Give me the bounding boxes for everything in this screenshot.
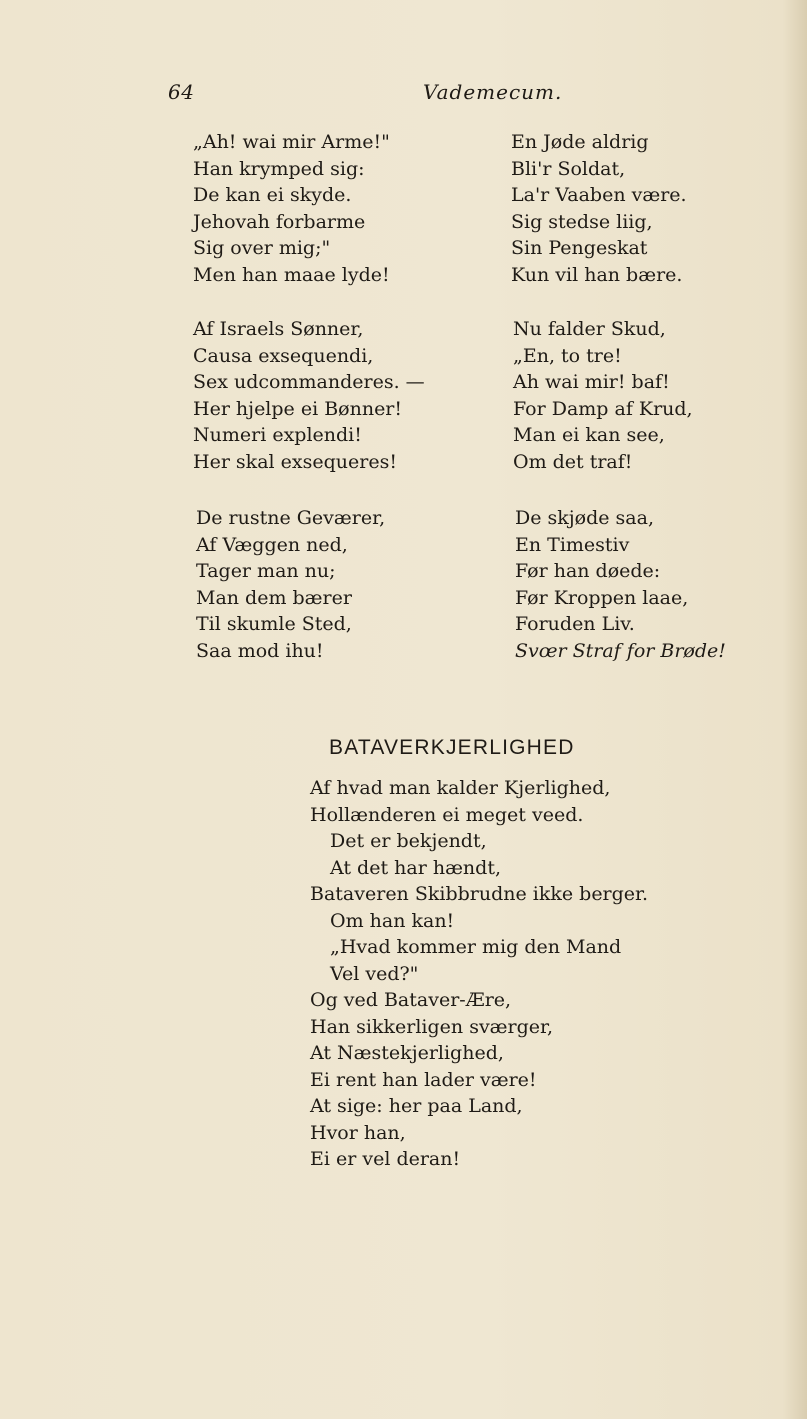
page-number: 64 xyxy=(168,80,195,104)
poem-body xyxy=(310,775,648,1173)
verse-line: Bli'r Soldat, xyxy=(511,157,626,180)
verse-line: Foruden Liv. xyxy=(515,613,635,635)
poem-line: Hollænderen ei meget veed. xyxy=(310,803,584,826)
verse-line: Før han døede: xyxy=(515,560,661,582)
verse-line: „En, to tre! xyxy=(513,344,622,367)
running-title: Vademecum. xyxy=(423,80,563,104)
verse-line: Her hjelpe ei Bønner! xyxy=(193,397,403,420)
left-stanza-1 xyxy=(193,129,390,288)
poem-line: Han sikkerligen sværger, xyxy=(310,1015,554,1038)
left-stanza-2 xyxy=(193,316,425,475)
poem-line: „Hvad kommer mig den Mand xyxy=(330,936,622,958)
poem-line: Og ved Bataver-Ære, xyxy=(310,989,512,1011)
verse-line: Causa exsequendi, xyxy=(193,344,374,367)
verse-line: Om det traf! xyxy=(513,450,633,473)
verse-line: Af Israels Sønner, xyxy=(193,318,364,340)
verse-line: En Timestiv xyxy=(515,533,630,556)
poem-line: Ei rent han lader være! xyxy=(310,1068,537,1091)
verse-line: Sin Pengeskat xyxy=(511,237,648,259)
verse-line: „Ah! wai mir Arme!" xyxy=(193,131,390,153)
verse-line: Sex udcommanderes. — xyxy=(193,371,425,393)
verse-line: Han krymped sig: xyxy=(193,157,365,180)
poem-line: Det er bekjendt, xyxy=(330,830,487,852)
verse-line: Ah wai mir! baf! xyxy=(513,371,670,393)
verse-line: Jehovah forbarme xyxy=(193,210,366,233)
verse-line: Man dem bærer xyxy=(196,586,352,609)
verse-line: Numeri explendi! xyxy=(193,424,362,446)
verse-line: De rustne Geværer, xyxy=(196,507,386,529)
poem-line: At Næstekjerlighed, xyxy=(310,1042,504,1064)
verse-line: Tager man nu; xyxy=(196,560,336,582)
poem-line: Ei er vel deran! xyxy=(310,1148,461,1170)
verse-line: Før Kroppen laae, xyxy=(515,586,689,609)
poem-line: At sige: her paa Land, xyxy=(310,1095,523,1117)
verse-line: Men han maae lyde! xyxy=(193,263,390,286)
verse-line: Man ei kan see, xyxy=(513,424,665,446)
verse-line: En Jøde aldrig xyxy=(511,131,649,153)
right-stanza-1 xyxy=(511,129,687,288)
verse-line: Af Væggen ned, xyxy=(196,533,348,556)
right-stanza-3 xyxy=(515,505,726,664)
poem-line: Af hvad man kalder Kjerlighed, xyxy=(310,777,611,799)
right-stanza-2 xyxy=(513,316,693,475)
verse-line: Nu falder Skud, xyxy=(513,318,666,340)
verse-line: Sig stedse liig, xyxy=(511,210,653,233)
verse-line: Til skumle Sted, xyxy=(196,613,352,635)
verse-line: For Damp af Krud, xyxy=(513,397,693,420)
poem-line: At det har hændt, xyxy=(330,856,501,879)
verse-line: La'r Vaaben være. xyxy=(511,184,687,206)
poem-line: Om han kan! xyxy=(330,909,455,932)
verse-line: Sig over mig;" xyxy=(193,237,331,259)
verse-line: Her skal exsequeres! xyxy=(193,450,397,473)
poem-line: Bataveren Skibbrudne ikke berger. xyxy=(310,883,649,905)
verse-line: De kan ei skyde. xyxy=(193,184,352,206)
section-title: BATAVERKJERLIGHED xyxy=(329,736,575,759)
verse-line: Kun vil han bære. xyxy=(511,263,683,286)
verse-line: Saa mod ihu! xyxy=(196,639,324,662)
left-stanza-3 xyxy=(196,505,385,664)
verse-line-italic: Svœr Straf for Brøde! xyxy=(515,639,726,662)
verse-line: De skjøde saa, xyxy=(515,507,655,529)
poem-line: Hvor han, xyxy=(310,1121,406,1144)
poem-line: Vel ved?" xyxy=(330,962,419,985)
